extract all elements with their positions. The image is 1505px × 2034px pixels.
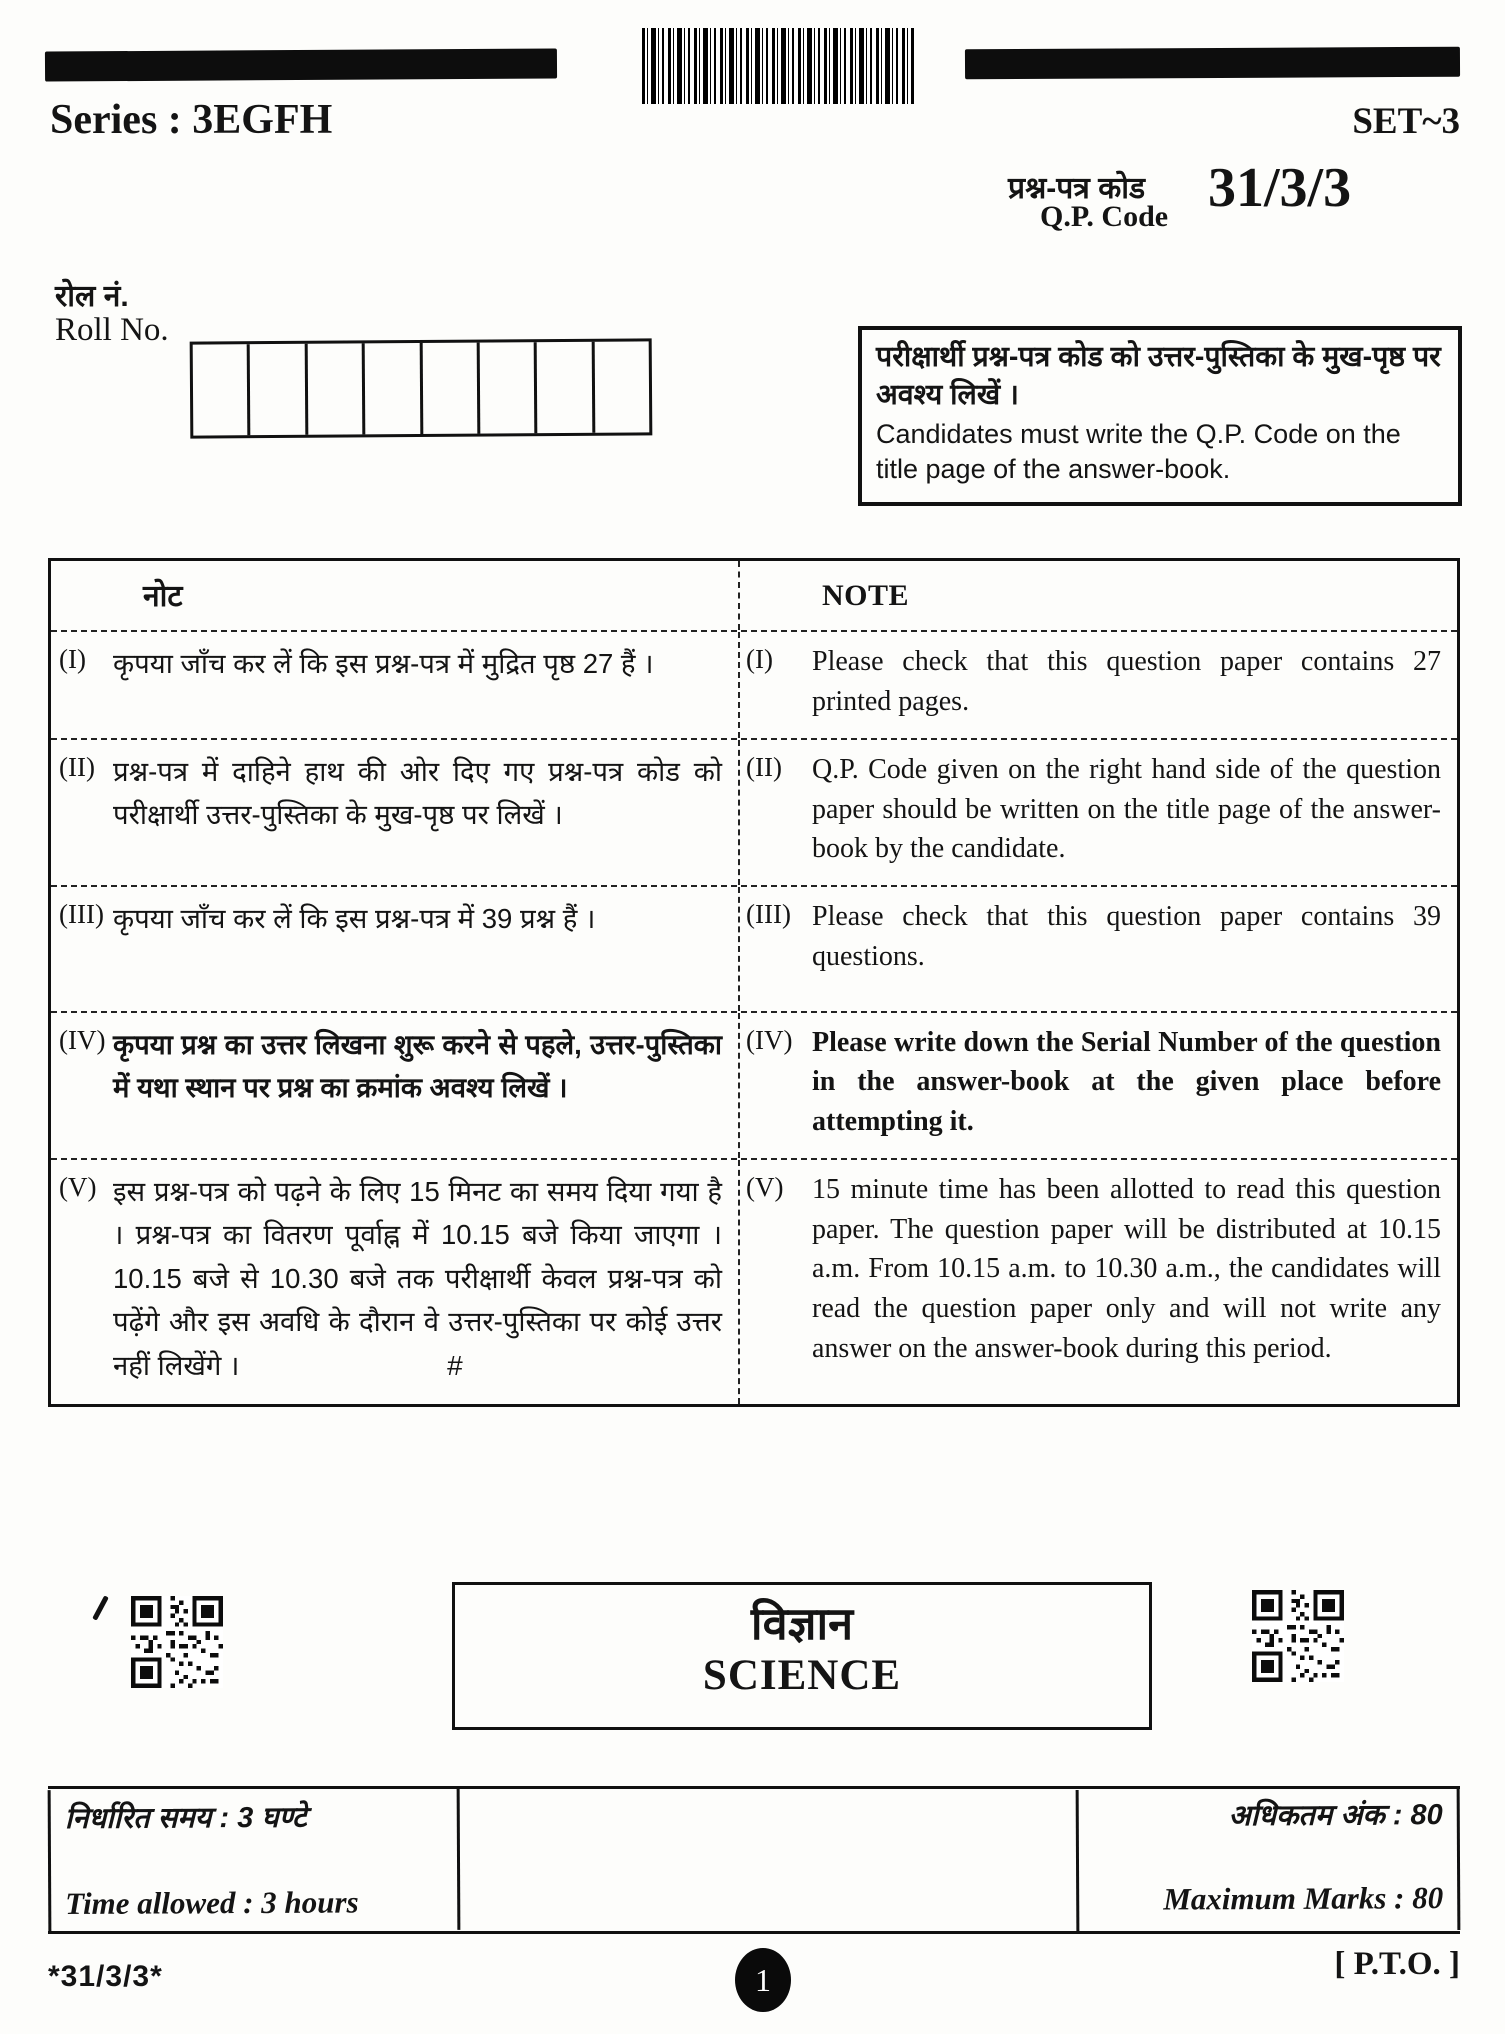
note-row-4-hindi: कृपया प्रश्न का उत्तर लिखना शुरू करने से पहले, उत्तर-पुस्तिका में यथा स्थान पर प्रश्न का क्रमांक अवश्य लिखें । xyxy=(113,1028,722,1104)
note-header-english: NOTE xyxy=(822,579,910,612)
note-row-2-num-en: (II) xyxy=(738,740,804,885)
set-number: SET~3 xyxy=(1352,101,1460,142)
note-row-5-english: 15 minute time has been allotted to read this question paper. The question paper will be distributed at 10.15 a.m. From 10.15 a.m. to 10.30 a.m., the candidates will read the question paper only and will not write any answer on the answer-book during this period. xyxy=(812,1173,1441,1364)
note-row-3-english: Please check that this question paper contains 39 questions. xyxy=(812,901,1441,972)
pen-mark xyxy=(92,1595,109,1620)
roll-digit-box xyxy=(422,343,480,434)
note-row-5-num-en: (V) xyxy=(738,1160,804,1404)
note-row-5-num: (V) xyxy=(59,1171,97,1202)
candidate-instruction-box xyxy=(858,326,1462,506)
roll-digit-box xyxy=(193,344,251,435)
page-number: 1 xyxy=(755,1961,771,1998)
time-allowed-english: Time allowed : 3 hours xyxy=(65,1884,359,1921)
candidate-instruction-english: Candidates must write the Q.P. Code on the title page of the answer-book. xyxy=(876,418,1401,485)
note-row-4-num: (IV) xyxy=(59,1024,106,1055)
note-row-4 xyxy=(51,1011,1457,1158)
note-row-2-num: (II) xyxy=(59,751,95,782)
roll-number-grid xyxy=(190,338,653,438)
page-number-badge xyxy=(735,1948,791,2012)
note-row-5-hindi xyxy=(111,1160,738,1404)
roll-digit-box xyxy=(365,343,423,434)
maximum-marks-hindi: अधिकतम अंक : 80 xyxy=(1228,1799,1443,1833)
roll-digit-box xyxy=(307,343,365,434)
note-row-1-num-en: (I) xyxy=(738,632,804,738)
time-marks-band xyxy=(48,1786,1460,1934)
footer-paper-code: *31/3/3* xyxy=(48,1960,163,1993)
note-row-1-hindi: कृपया जाँच कर लें कि इस प्रश्न-पत्र में मुद्रित पृष्ठ 27 हैं । xyxy=(113,648,654,680)
roll-no-label-english: Roll No. xyxy=(55,312,169,348)
roll-digit-box xyxy=(250,344,308,435)
note-row-3-hindi: कृपया जाँच कर लें कि इस प्रश्न-पत्र में 39 प्रश्न हैं । xyxy=(113,903,596,935)
note-row-1-english: Please check that this question paper contains 27 printed pages. xyxy=(812,646,1441,718)
roll-digit-box xyxy=(594,341,649,432)
note-row-3-num: (III) xyxy=(59,899,104,930)
note-table xyxy=(48,558,1460,1407)
qp-code-label-hindi: प्रश्न-पत्र कोड xyxy=(1008,172,1146,205)
note-row-2-hindi: प्रश्न-पत्र में दाहिने हाथ की ओर दिए गए प्रश्न-पत्र कोड को परीक्षार्थी उत्तर-पुस्तिका के मुख-पृष्ठ पर लिखें । xyxy=(113,755,722,831)
qp-code-value: 31/3/3 xyxy=(1208,157,1352,219)
time-allowed-hindi: निर्धारित समय : 3 घण्टे xyxy=(64,1801,307,1835)
roll-no-label-hindi: रोल नं. xyxy=(55,280,129,313)
note-row-3 xyxy=(51,885,1457,1011)
note-row-5 xyxy=(51,1158,1457,1404)
note-row-3-num-en: (III) xyxy=(738,887,804,1011)
candidate-instruction-hindi: परीक्षार्थी प्रश्न-पत्र कोड को उत्तर-पुस्तिका के मुख-पृष्ठ पर अवश्य लिखें । xyxy=(876,341,1441,412)
subject-title-english: SCIENCE xyxy=(702,1652,902,1699)
series-code: Series : 3EGFH xyxy=(50,97,333,143)
qp-code-label-english: Q.P. Code xyxy=(1040,200,1169,233)
note-row-2-english: Q.P. Code given on the right hand side of the question paper should be written on the title page of the answer-book by the candidate. xyxy=(812,753,1441,865)
note-row-2 xyxy=(51,738,1457,885)
maximum-marks-english: Maximum Marks : 80 xyxy=(1163,1880,1444,1917)
barcode xyxy=(642,28,914,104)
hash-mark: # xyxy=(447,1349,463,1381)
note-row-1 xyxy=(51,630,1457,738)
note-row-4-english: Please write down the Serial Number of the question in the answer-book at the given place before attempting it. xyxy=(812,1026,1441,1138)
note-row-1-num: (I) xyxy=(59,644,86,675)
roll-digit-box xyxy=(537,342,595,433)
subject-title-hindi: विज्ञान xyxy=(750,1598,854,1649)
subject-title-box xyxy=(452,1582,1152,1730)
note-header-hindi: नोट xyxy=(143,580,183,613)
top-rule-left xyxy=(45,48,557,81)
note-row-5-hindi-text: इस प्रश्न-पत्र को पढ़ने के लिए 15 मिनट का समय दिया गया है । प्रश्न-पत्र का वितरण पूर्वाह्न में 10.15 बजे किया जाएगा । 10.15 बजे से 10.30 बजे तक परीक्षार्थी केवल प्रश्न-पत्र को पढ़ेंगे और इस अवधि के दौरान वे उत्तर-पुस्तिका पर कोई उत्तर नहीं लिखेंगे । xyxy=(113,1175,722,1381)
qr-code-right xyxy=(1252,1588,1344,1684)
maximum-marks-cell xyxy=(1076,1788,1461,1932)
roll-digit-box xyxy=(480,342,538,433)
top-rule-right xyxy=(965,47,1460,80)
note-table-header xyxy=(51,561,1457,630)
time-allowed-cell xyxy=(48,1788,461,1932)
qr-code-left xyxy=(131,1594,223,1690)
pto-label: [ P.T.O. ] xyxy=(1334,1946,1460,1982)
note-row-4-num-en: (IV) xyxy=(738,1013,804,1158)
